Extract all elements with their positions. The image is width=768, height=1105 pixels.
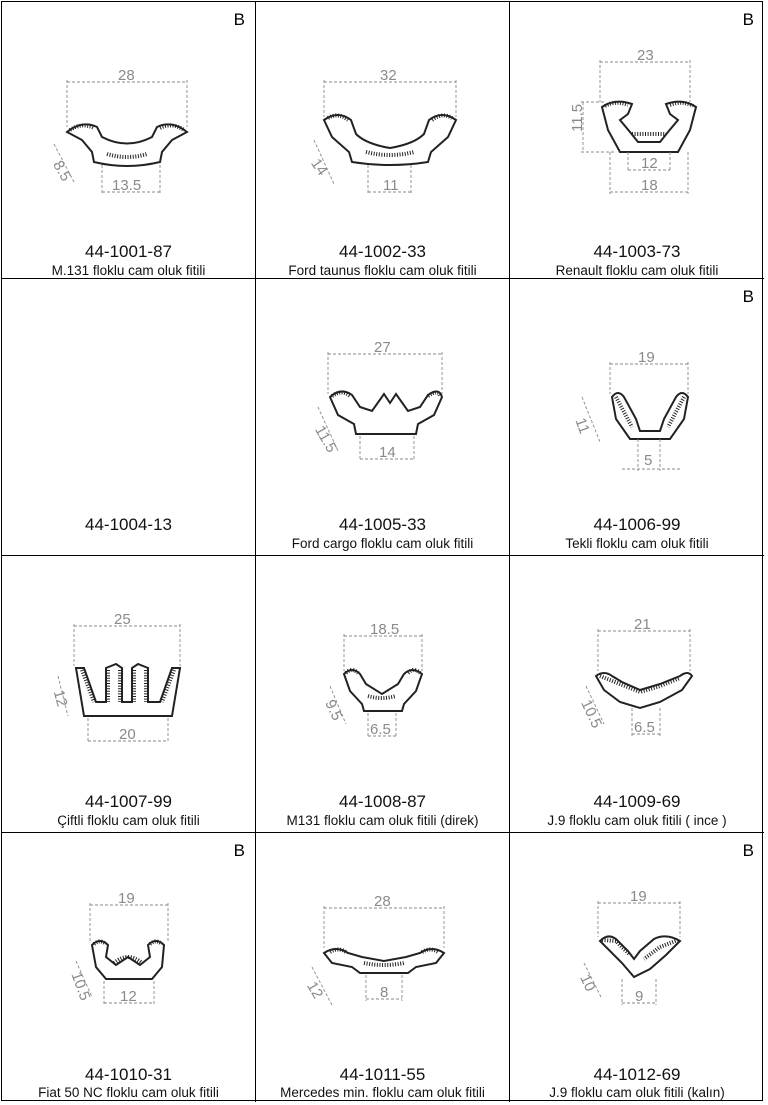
product-code: 44-1004-13: [85, 515, 172, 534]
product-name: Mercedes min. floklu cam oluk fitili: [280, 1085, 485, 1100]
dim-label: 11: [571, 415, 593, 437]
product-cell: [510, 556, 764, 833]
dim-label: 18.5: [370, 621, 400, 638]
product-name: Fiat 50 NC floklu cam oluk fitili: [38, 1085, 219, 1100]
product-cell: [256, 2, 510, 279]
product-cell: [2, 556, 256, 833]
profile-drawing: [256, 279, 510, 514]
product-name: M131 floklu cam oluk fitili (direk): [286, 813, 479, 828]
product-code: 44-1001-87: [85, 242, 172, 261]
product-cell: [2, 279, 256, 556]
dim-label: 6.5: [370, 721, 391, 738]
product-name: Ford taunus floklu cam oluk fitili: [288, 263, 477, 278]
dim-label: 13.5: [112, 177, 142, 194]
dim-label: 12: [49, 688, 71, 709]
b-badge: B: [233, 10, 245, 29]
product-cell: [256, 833, 510, 1102]
product-cell: [510, 279, 764, 556]
dim-label: 12: [120, 988, 137, 1005]
dim-label: 10.5: [67, 969, 94, 1003]
dim-label: 10: [576, 971, 599, 995]
product-code: 44-1006-99: [593, 515, 681, 534]
profile-drawing: [2, 833, 256, 1063]
dim-label: 25: [114, 611, 131, 628]
b-badge: B: [233, 841, 245, 860]
dim-label: 9.5: [321, 697, 346, 724]
profile-drawing: [510, 833, 764, 1063]
dim-label: 19: [638, 349, 655, 366]
profile-drawing: [2, 2, 256, 237]
dim-label: 18: [641, 177, 658, 194]
profile-drawing: [256, 556, 510, 791]
dim-label: 12: [303, 978, 327, 1002]
product-code: 44-1005-33: [339, 515, 426, 534]
product-name: Ford cargo floklu cam oluk fitili: [291, 536, 474, 551]
dim-label: 27: [374, 339, 391, 356]
profile-drawing: [256, 2, 510, 237]
product-name: Renault floklu cam oluk fitili: [555, 263, 719, 278]
b-badge: B: [742, 841, 754, 860]
dim-label: 5: [644, 452, 653, 469]
dim-label: 21: [634, 616, 651, 633]
profile-drawing: [510, 556, 764, 791]
profile-drawing: [510, 279, 764, 514]
product-code: 44-1008-87: [339, 792, 426, 811]
dim-label: 9: [635, 988, 644, 1005]
b-badge: B: [742, 10, 754, 29]
product-cell: [256, 556, 510, 833]
product-cell: [510, 833, 764, 1102]
product-name: M.131 floklu cam oluk fitili: [51, 263, 206, 278]
dim-label: 12: [641, 155, 658, 172]
dim-label: 11: [383, 177, 399, 194]
dim-label: 19: [118, 890, 135, 907]
dim-label: 19: [630, 888, 647, 905]
dim-label: 20: [119, 726, 136, 743]
dim-label: 23: [637, 47, 654, 64]
dim-label: 8: [380, 984, 389, 1001]
catalog-grid: [1, 1, 763, 1101]
dim-label: 11.5: [569, 103, 586, 132]
product-name: Çiftli floklu cam oluk fitili: [57, 813, 200, 828]
b-badge: B: [742, 287, 754, 306]
dim-label: 14: [307, 155, 331, 179]
profile-drawing: [2, 556, 256, 791]
product-name: J.9 floklu cam oluk fitili ( ince ): [547, 813, 727, 828]
dim-label: 11.5: [311, 422, 340, 456]
product-cell: [510, 2, 764, 279]
product-code: 44-1011-55: [339, 1065, 426, 1084]
dim-label: 6.5: [634, 719, 655, 736]
product-cell: [2, 2, 256, 279]
dim-label: 28: [118, 67, 135, 84]
dim-label: 8.5: [49, 157, 75, 185]
product-code: 44-1009-69: [593, 792, 681, 811]
dim-label: 32: [380, 67, 397, 84]
profile-drawing: [256, 833, 510, 1063]
product-cell: [2, 833, 256, 1102]
product-code: 44-1010-31: [85, 1065, 172, 1084]
product-code: 44-1002-33: [339, 242, 426, 261]
profile-drawing: [510, 2, 764, 237]
product-name: Tekli floklu cam oluk fitili: [565, 536, 709, 551]
dim-label: 28: [374, 893, 391, 910]
product-code: 44-1003-73: [593, 242, 681, 261]
dim-label: 14: [379, 444, 396, 461]
product-cell: [256, 279, 510, 556]
product-code: 44-1012-69: [593, 1065, 681, 1084]
product-code: 44-1007-99: [85, 792, 172, 811]
dim-label: 10.5: [577, 697, 606, 731]
product-name: J.9 floklu cam oluk fitili (kalın): [549, 1085, 725, 1100]
